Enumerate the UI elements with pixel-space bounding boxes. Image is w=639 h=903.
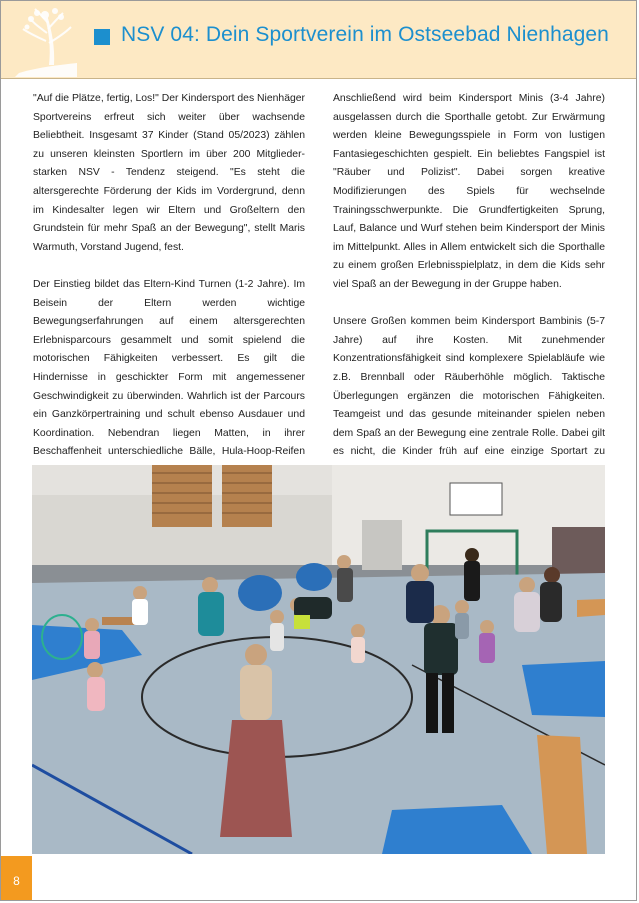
title-square-icon [94, 29, 110, 45]
page-number: 8 [13, 874, 20, 888]
page-title: NSV 04: Dein Sportverein im Ostseebad Nienhagen [121, 23, 609, 46]
gym-photo [32, 465, 605, 854]
paragraph: Der Einstieg bildet das Eltern-Kind Turnen (1-2 Jahre). Im Beisein der Eltern werden wichtige Bewegungserfahrungen auf einem altersgerechten Erlebnisparcours gesammelt und somit spielend die motorischen Fähigkeiten verbessert. Es gilt die Hindernisse in geschickter Form mit angemessener Geschwindigkeit zu überwinden. Wahrlich ist der Parcours ein Ganzkörpertraining und schult ebenso Ausdauer und Koordination. Nebendran liegen Matten, in ihrer Beschaffenheit unterschiedliche Bälle, Hula-Hoop-Reifen [33, 278, 305, 458]
text-column-right [333, 90, 605, 518]
paragraph: "Auf die Plätze, fertig, Los!" Der Kindersport des Nienhäger Sportvereins erfreut sich weiter über wachsende Beliebtheit. Insgesamt 37 Kinder (Stand 05/2023) zählen zu unseren kleinsten Sportlern im über 200 Mitglieder-starken NSV - Tendenz steigend. "Es steht die altersgerechte Förderung der Kids im Vordergrund, denn im Kindesalter legen wir Eltern und Großeltern den Grundstein für mehr Spaß an der Bewegung", stellt Maris Warmuth, Vorstand Jugend, fest. [33, 93, 305, 253]
paragraph: Unsere Großen kommen beim Kindersport Bambinis (5-7 Jahre) auf ihre Kosten. Mit zunehmender Konzentrationsfähigkeit sind komplexere Spielabläufe wie z.B. Brennball oder Räuberhöhle möglich. Taktische Überlegungen ergänzen die motorischen Fähigkeiten. Teamgeist und das gesunde miteinander spielen neben dem Spaß an der Bewegung eine zentrale Rolle. Dabei gilt es nicht, die Kinder früh auf eine einzige Sportart zu [333, 316, 605, 458]
page-number-tab [1, 856, 32, 900]
paragraph: Anschließend wird beim Kindersport Minis (3-4 Jahre) ausgelassen durch die Sporthalle getobt. Zur Erwärmung werden kleine Bewegungsspiele in Form von lustigen Fantasiegeschichten gespielt. Ein beliebtes Fangspiel ist "Räuber und Polizist". Dabei sorgen kreative Modifizierungen des Spiels für wechselnde Trainingsschwerpunkte. Die Grundfertigkeiten Sprung, Lauf, Balance und Wurf stehen beim Kindersport der Minis im Mittelpunkt. Alles in Allem entwickelt sich die Sporthalle zu einem großen Erlebnisspielplatz, in dem die Kids sehr viel Spaß an der Bewegung in der Gruppe haben. [333, 93, 605, 290]
gym-photo-illustration [32, 465, 605, 854]
club-logo-tree-icon [9, 3, 79, 77]
header-band [1, 1, 636, 79]
